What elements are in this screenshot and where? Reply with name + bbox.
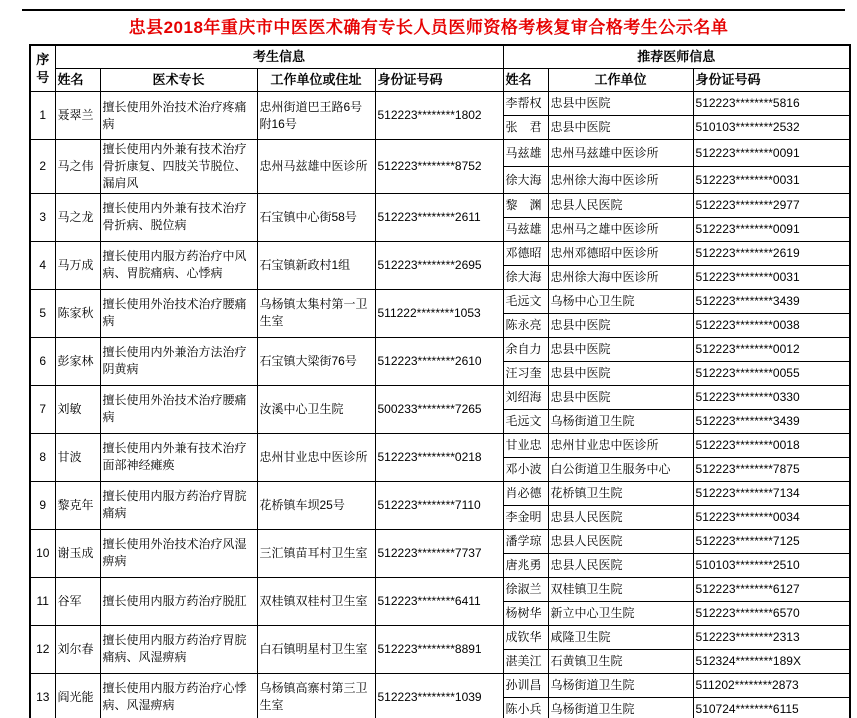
recommender-unit: 乌杨街道卫生院 [548,697,693,718]
recommender-name: 马兹雄 [503,217,548,241]
recommender-name: 唐兆勇 [503,553,548,577]
candidate-id: 512223********6411 [375,577,503,625]
candidate-name: 马万成 [55,241,100,289]
header-candidate-group: 考生信息 [55,45,503,69]
table-row [30,140,850,167]
row-serial: 12 [30,625,55,673]
recommender-name: 李帮权 [503,92,548,116]
candidate-name: 刘敏 [55,385,100,433]
recommender-id: 512223********6127 [693,577,850,601]
candidate-specialty: 擅长使用内外兼有技术治疗骨折病、脱位病 [100,193,257,241]
table-row [30,529,850,553]
recommender-id: 510103********2532 [693,116,850,140]
recommender-unit: 忠县人民医院 [548,193,693,217]
candidate-id: 512223********7737 [375,529,503,577]
recommender-name: 徐大海 [503,265,548,289]
recommender-id: 512324********189X [693,649,850,673]
recommender-name: 余自力 [503,337,548,361]
recommender-name: 杨树华 [503,601,548,625]
candidate-specialty: 擅长使用内服方药治疗心悸病、风湿痹病 [100,673,257,718]
table-row [30,241,850,265]
recommender-unit: 忠州马之雄中医诊所 [548,217,693,241]
recommender-unit: 忠州徐大海中医诊所 [548,167,693,194]
table-body [30,92,850,718]
recommender-name: 邓德昭 [503,241,548,265]
recommender-id: 510724********6115 [693,697,850,718]
candidate-name: 马之龙 [55,193,100,241]
row-serial: 10 [30,529,55,577]
candidate-specialty: 擅长使用外治技术治疗疼痛病 [100,92,257,140]
candidate-name: 谢玉成 [55,529,100,577]
recommender-name: 徐大海 [503,167,548,194]
candidate-id: 512223********8891 [375,625,503,673]
header-group-row [30,45,850,69]
table-row [30,385,850,409]
candidate-workunit: 花桥镇车坝25号 [257,481,375,529]
candidate-specialty: 擅长使用外治技术治疗腰痛病 [100,385,257,433]
recommender-unit: 乌杨街道卫生院 [548,673,693,697]
candidate-id: 512223********1802 [375,92,503,140]
recommender-unit: 忠县中医院 [548,385,693,409]
candidate-workunit: 汝溪中心卫生院 [257,385,375,433]
recommender-name: 陈小兵 [503,697,548,718]
recommender-unit: 忠州马兹雄中医诊所 [548,140,693,167]
recommender-id: 512223********6570 [693,601,850,625]
recommender-name: 湛美江 [503,649,548,673]
recommender-name: 陈永亮 [503,313,548,337]
candidate-specialty: 擅长使用内服方药治疗胃脘痛病、风湿痹病 [100,625,257,673]
candidate-specialty: 擅长使用外治技术治疗风湿痹病 [100,529,257,577]
table-row [30,92,850,116]
header-recommender-unit: 工作单位 [548,69,693,92]
recommender-id: 512223********2313 [693,625,850,649]
header-specialty: 医术专长 [100,69,257,92]
recommender-unit: 忠县中医院 [548,313,693,337]
candidate-name: 阎光能 [55,673,100,718]
candidate-id: 512223********2610 [375,337,503,385]
recommender-id: 512223********0055 [693,361,850,385]
table-row [30,433,850,457]
candidate-workunit: 石宝镇中心街58号 [257,193,375,241]
candidate-workunit: 双桂镇双桂村卫生室 [257,577,375,625]
candidate-id: 511222********1053 [375,289,503,337]
row-serial: 4 [30,241,55,289]
candidate-specialty: 擅长使用内服方药治疗脱肛 [100,577,257,625]
header-workunit: 工作单位或住址 [257,69,375,92]
recommender-unit: 忠县人民医院 [548,553,693,577]
recommender-unit: 忠州邓德昭中医诊所 [548,241,693,265]
recommender-id: 510103********2510 [693,553,850,577]
recommender-id: 512223********7875 [693,457,850,481]
candidate-specialty: 擅长使用内服方药治疗胃脘痛病 [100,481,257,529]
header-recommender-id: 身份证号码 [693,69,850,92]
recommender-unit: 忠州甘业忠中医诊所 [548,433,693,457]
table-header [30,45,850,92]
recommender-unit: 忠县中医院 [548,92,693,116]
candidate-specialty: 擅长使用外治技术治疗腰痛病 [100,289,257,337]
candidate-id: 512223********1039 [375,673,503,718]
recommender-name: 徐淑兰 [503,577,548,601]
recommender-name: 汪习奎 [503,361,548,385]
header-serial: 序号 [30,45,55,92]
page-title: 忠县2018年重庆市中医医术确有专长人员医师资格考核复审合格考生公示名单 [128,18,729,37]
row-serial: 11 [30,577,55,625]
row-serial: 8 [30,433,55,481]
row-serial: 2 [30,140,55,193]
recommender-name: 张 君 [503,116,548,140]
recommender-unit: 忠县人民医院 [548,505,693,529]
row-serial: 3 [30,193,55,241]
candidate-workunit: 石宝镇大梁街76号 [257,337,375,385]
candidate-name: 刘尔春 [55,625,100,673]
recommender-unit: 忠县中医院 [548,116,693,140]
recommender-id: 512223********0034 [693,505,850,529]
candidate-specialty: 擅长使用内服方药治疗中风病、胃脘痛病、心悸病 [100,241,257,289]
candidate-name: 黎克年 [55,481,100,529]
recommender-id: 512223********2619 [693,241,850,265]
candidate-name: 聂翠兰 [55,92,100,140]
recommender-name: 肖必德 [503,481,548,505]
recommender-id: 512223********3439 [693,409,850,433]
table-row [30,481,850,505]
recommender-name: 成钦华 [503,625,548,649]
candidate-name: 彭家林 [55,337,100,385]
header-candidate-id: 身份证号码 [375,69,503,92]
table-row [30,193,850,217]
recommender-id: 512223********0031 [693,167,850,194]
recommender-id: 512223********5816 [693,92,850,116]
recommender-unit: 新立中心卫生院 [548,601,693,625]
recommender-name: 刘绍海 [503,385,548,409]
recommender-unit: 忠州徐大海中医诊所 [548,265,693,289]
recommender-name: 李金明 [503,505,548,529]
candidate-workunit: 忠州甘业忠中医诊所 [257,433,375,481]
recommender-id: 512223********0091 [693,217,850,241]
candidate-workunit: 忠州马兹雄中医诊所 [257,140,375,193]
header-candidate-name: 姓名 [55,69,100,92]
recommender-unit: 双桂镇卫生院 [548,577,693,601]
candidate-id: 512223********2611 [375,193,503,241]
candidate-id: 512223********2695 [375,241,503,289]
candidate-specialty: 擅长使用内外兼有技术治疗骨折康复、四肢关节脱位、漏肩风 [100,140,257,193]
recommender-id: 512223********7134 [693,481,850,505]
table-row [30,625,850,649]
recommender-unit: 石黄镇卫生院 [548,649,693,673]
recommender-unit: 忠县中医院 [548,337,693,361]
recommender-unit: 乌杨中心卫生院 [548,289,693,313]
candidate-name: 甘波 [55,433,100,481]
table-row [30,673,850,697]
candidate-workunit: 石宝镇新政村1组 [257,241,375,289]
row-serial: 9 [30,481,55,529]
recommender-name: 毛远文 [503,289,548,313]
recommender-unit: 白公街道卫生服务中心 [548,457,693,481]
recommender-id: 512223********3439 [693,289,850,313]
candidate-id: 500233********7265 [375,385,503,433]
recommender-name: 邓小波 [503,457,548,481]
recommender-name: 孙训昌 [503,673,548,697]
recommender-id: 512223********0330 [693,385,850,409]
recommender-name: 黎 渊 [503,193,548,217]
row-serial: 7 [30,385,55,433]
recommender-id: 512223********0091 [693,140,850,167]
candidate-name: 谷军 [55,577,100,625]
recommender-unit: 忠县中医院 [548,361,693,385]
row-serial: 13 [30,673,55,718]
candidate-name: 马之伟 [55,140,100,193]
row-serial: 5 [30,289,55,337]
candidate-id: 512223********0218 [375,433,503,481]
recommender-name: 马兹雄 [503,140,548,167]
candidate-workunit: 乌杨镇高寨村第三卫生室 [257,673,375,718]
candidate-workunit: 三汇镇苗耳村卫生室 [257,529,375,577]
candidate-id: 512223********7110 [375,481,503,529]
recommender-id: 512223********0012 [693,337,850,361]
header-recommender-group: 推荐医师信息 [503,45,850,69]
recommender-unit: 咸隆卫生院 [548,625,693,649]
candidate-workunit: 忠州街道巴王路6号附16号 [257,92,375,140]
recommender-id: 511202********2873 [693,673,850,697]
candidate-specialty: 擅长使用内外兼治方法治疗阴黄病 [100,337,257,385]
header-recommender-name: 姓名 [503,69,548,92]
candidate-id: 512223********8752 [375,140,503,193]
recommender-unit: 乌杨街道卫生院 [548,409,693,433]
recommender-name: 毛远文 [503,409,548,433]
top-rule [22,9,845,11]
candidate-workunit: 乌杨镇太集村第一卫生室 [257,289,375,337]
row-serial: 6 [30,337,55,385]
recommender-id: 512223********0038 [693,313,850,337]
recommender-id: 512223********0018 [693,433,850,457]
row-serial: 1 [30,92,55,140]
recommender-unit: 忠县人民医院 [548,529,693,553]
header-columns-row [30,69,850,92]
recommender-id: 512223********7125 [693,529,850,553]
recommender-id: 512223********0031 [693,265,850,289]
candidate-workunit: 白石镇明星村卫生室 [257,625,375,673]
recommender-name: 潘学琼 [503,529,548,553]
candidate-name: 陈家秋 [55,289,100,337]
table-row [30,337,850,361]
recommender-unit: 花桥镇卫生院 [548,481,693,505]
candidate-specialty: 擅长使用内外兼有技术治疗面部神经瘫痪 [100,433,257,481]
table-row [30,289,850,313]
table-row [30,577,850,601]
recommender-id: 512223********2977 [693,193,850,217]
results-table [29,44,851,718]
recommender-name: 甘业忠 [503,433,548,457]
